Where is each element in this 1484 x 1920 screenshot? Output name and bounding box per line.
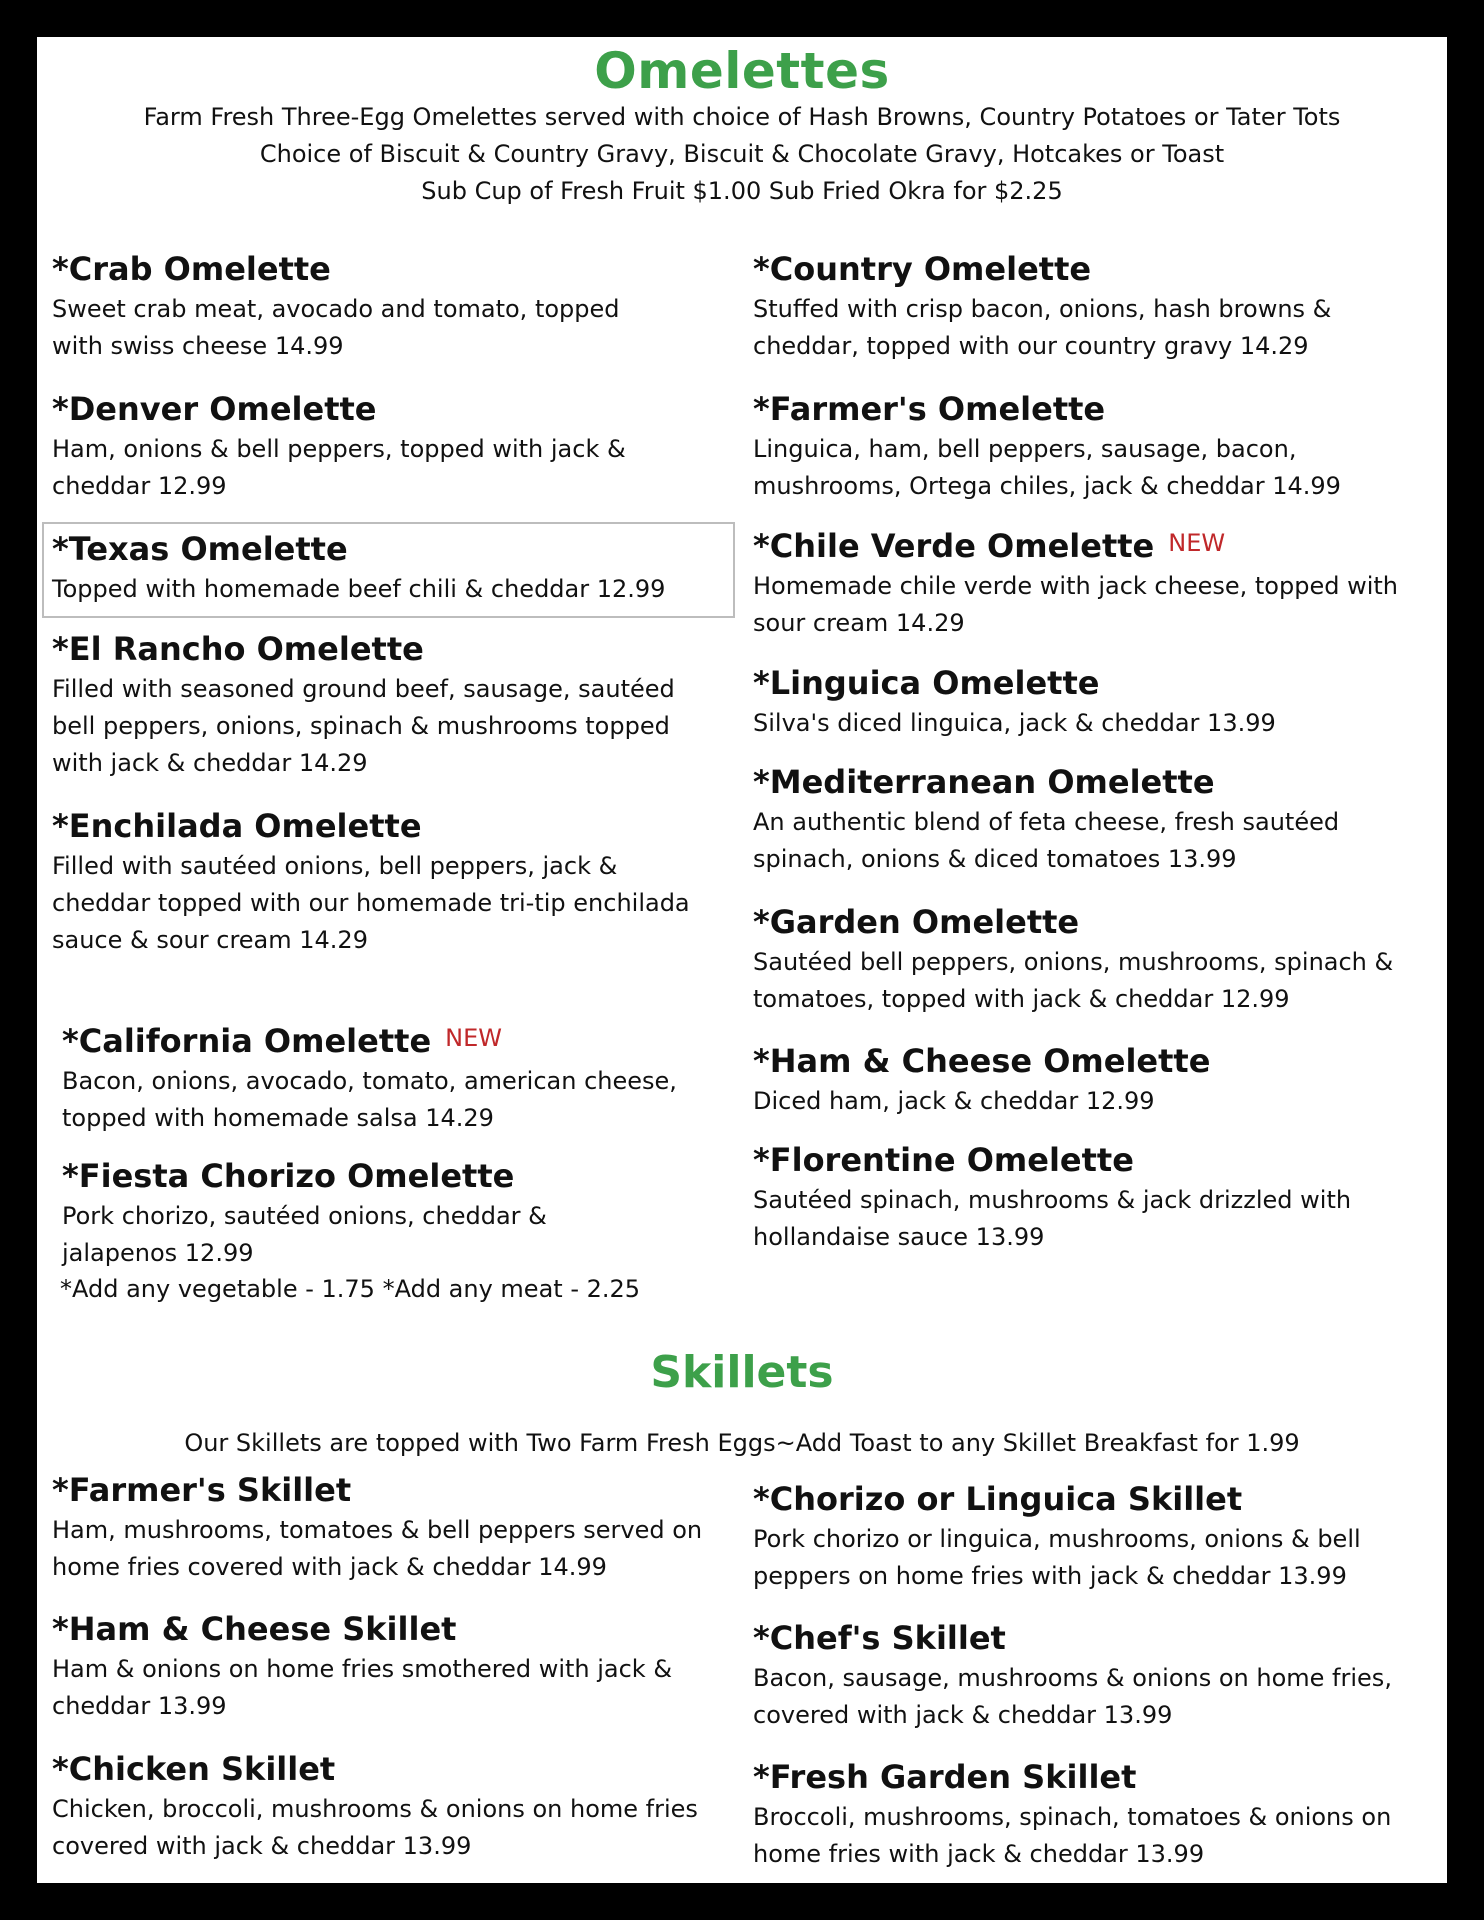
item-description-line: Pork chorizo, sautéed onions, cheddar & <box>62 1202 547 1230</box>
item-name: *Mediterranean Omelette <box>753 763 1215 801</box>
item-description-line: Diced ham, jack & cheddar 12.99 <box>753 1087 1155 1115</box>
item-description-line: hollandaise sauce 13.99 <box>753 1223 1045 1251</box>
item-description-line: cheddar topped with our homemade tri-tip enchilada <box>52 889 690 917</box>
item-description-line: peppers on home fries with jack & cheddar 13.99 <box>753 1562 1347 1590</box>
item-description-line: Sautéed spinach, mushrooms & jack drizzled with <box>753 1186 1352 1214</box>
item-description-line: Sweet crab meat, avocado and tomato, topped <box>52 295 620 323</box>
menu-item-denver-omelette <box>52 389 742 505</box>
item-name <box>753 523 1443 566</box>
item-description-line: mushrooms, Ortega chiles, jack & cheddar 14.99 <box>753 472 1341 500</box>
menu-item-ham-cheese-skillet <box>52 1609 742 1725</box>
item-description <box>753 1521 1443 1595</box>
menu-item-farmers-omelette <box>753 389 1443 505</box>
menu-item-mediterranean-omelette <box>753 762 1443 878</box>
item-description-line: Linguica, ham, bell peppers, sausage, bacon, <box>753 435 1297 463</box>
item-description-line: sour cream 14.29 <box>753 609 965 637</box>
item-description <box>753 291 1443 365</box>
skillets-intro: Our Skillets are topped with Two Farm Fresh Eggs~Add Toast to any Skillet Breakfast for 1.99 <box>184 1429 1300 1457</box>
menu-item-chile-verde-omelette <box>753 523 1443 642</box>
item-description-line: Homemade chile verde with jack cheese, topped with <box>753 572 1398 600</box>
menu-item-florentine-omelette <box>753 1140 1443 1256</box>
menu-item-california-omelette <box>62 1018 752 1137</box>
omelettes-intro-line: Sub Cup of Fresh Fruit $1.00 Sub Fried Okra for $2.25 <box>421 177 1063 205</box>
item-description <box>753 1182 1443 1256</box>
item-name: *Texas Omelette <box>52 530 348 568</box>
item-name: *Linguica Omelette <box>753 664 1100 702</box>
item-description <box>52 848 742 959</box>
item-description-line: Ham, mushrooms, tomatoes & bell peppers served on <box>52 1516 703 1544</box>
omelettes-intro-line: Choice of Biscuit & Country Gravy, Biscuit & Chocolate Gravy, Hotcakes or Toast <box>259 140 1225 168</box>
item-description <box>753 705 1443 742</box>
menu-item-chefs-skillet <box>753 1618 1443 1734</box>
item-description-line: home fries with jack & cheddar 13.99 <box>753 1840 1205 1868</box>
new-badge: NEW <box>445 1024 502 1052</box>
item-description-line: Ham & onions on home fries smothered with jack & <box>52 1655 673 1683</box>
item-name: *Chicken Skillet <box>52 1750 336 1788</box>
item-name: *Ham & Cheese Skillet <box>52 1610 457 1648</box>
item-description <box>52 1651 742 1725</box>
item-description-line: Silva's diced linguica, jack & cheddar 13.99 <box>753 709 1276 737</box>
item-name-text: *Chile Verde Omelette <box>753 527 1155 565</box>
item-description <box>753 944 1443 1018</box>
item-description-line: spinach, onions & diced tomatoes 13.99 <box>753 845 1237 873</box>
item-description-line: sauce & sour cream 14.29 <box>52 926 368 954</box>
item-description <box>753 1083 1443 1120</box>
item-description-line: Chicken, broccoli, mushrooms & onions on home fries <box>52 1795 698 1823</box>
item-name: *El Rancho Omelette <box>52 630 424 668</box>
item-description-line: Bacon, sausage, mushrooms & onions on home fries, <box>753 1664 1392 1692</box>
item-description <box>52 671 742 782</box>
menu-item-garden-omelette <box>753 902 1443 1018</box>
item-description-line: covered with jack & cheddar 13.99 <box>52 1832 472 1860</box>
menu-item-chicken-skillet <box>52 1749 742 1865</box>
menu-item-country-omelette <box>753 249 1443 365</box>
item-description-line: bell peppers, onions, spinach & mushrooms topped <box>52 712 670 740</box>
item-description-line: Bacon, onions, avocado, tomato, american cheese, <box>62 1067 677 1095</box>
menu-item-el-rancho-omelette <box>52 629 742 782</box>
item-description-line: An authentic blend of feta cheese, fresh sautéed <box>753 808 1340 836</box>
item-description-line: tomatoes, topped with jack & cheddar 12.99 <box>753 985 1290 1013</box>
menu-item-chorizo-linguica-skillet <box>753 1479 1443 1595</box>
item-name: *Chef's Skillet <box>753 1619 1006 1657</box>
menu-item-farmers-skillet <box>52 1470 742 1586</box>
item-description-line: cheddar 12.99 <box>52 472 227 500</box>
item-description-line: home fries covered with jack & cheddar 14.99 <box>52 1553 607 1581</box>
item-description-line: with jack & cheddar 14.29 <box>52 749 368 777</box>
item-description-line: Sautéed bell peppers, onions, mushrooms, spinach & <box>753 948 1394 976</box>
item-description-line: Broccoli, mushrooms, spinach, tomatoes & onions on <box>753 1803 1392 1831</box>
menu-item-linguica-omelette <box>753 663 1443 742</box>
item-name: *Denver Omelette <box>52 390 377 428</box>
item-description <box>52 1512 742 1586</box>
item-name: *Ham & Cheese Omelette <box>753 1042 1211 1080</box>
item-description-line: cheddar, topped with our country gravy 14.29 <box>753 332 1309 360</box>
menu-item-fresh-garden-skillet <box>753 1757 1443 1873</box>
item-name: *Crab Omelette <box>52 250 331 288</box>
item-description-line: Filled with seasoned ground beef, sausage, sautéed <box>52 675 675 703</box>
item-description-line: Topped with homemade beef chili & cheddar 12.99 <box>52 575 666 603</box>
item-description-line: covered with jack & cheddar 13.99 <box>753 1701 1173 1729</box>
menu-page <box>37 37 1447 1883</box>
item-description <box>753 1660 1443 1734</box>
menu-item-crab-omelette <box>52 249 742 365</box>
item-description <box>753 568 1443 642</box>
item-name: *Farmer's Omelette <box>753 390 1106 428</box>
item-description-line: Pork chorizo or linguica, mushrooms, onions & bell <box>753 1525 1361 1553</box>
item-description <box>52 291 742 365</box>
item-description-line: with swiss cheese 14.99 <box>52 332 344 360</box>
item-name: *Country Omelette <box>753 250 1092 288</box>
item-name: *Garden Omelette <box>753 903 1080 941</box>
item-description <box>52 1791 742 1865</box>
item-description <box>52 571 742 608</box>
item-name: *Chorizo or Linguica Skillet <box>753 1480 1243 1518</box>
item-description-line: cheddar 13.99 <box>52 1692 227 1720</box>
item-description <box>62 1063 752 1137</box>
item-description <box>62 1198 752 1272</box>
item-name: *Florentine Omelette <box>753 1141 1134 1179</box>
menu-item-enchilada-omelette <box>52 806 742 959</box>
item-description <box>753 431 1443 505</box>
skillets-title: Skillets <box>650 1347 834 1398</box>
item-description-line: topped with homemade salsa 14.29 <box>62 1104 494 1132</box>
item-name: *Enchilada Omelette <box>52 807 422 845</box>
omelettes-title: Omelettes <box>594 42 890 100</box>
item-name: *Fiesta Chorizo Omelette <box>62 1157 515 1195</box>
item-description-line: Stuffed with crisp bacon, onions, hash browns & <box>753 295 1332 323</box>
item-name <box>62 1018 752 1061</box>
menu-item-texas-omelette <box>52 529 742 608</box>
omelettes-intro-line: Farm Fresh Three-Egg Omelettes served with choice of Hash Browns, Country Potatoes or Tater Tots <box>143 103 1341 131</box>
menu-item-fiesta-chorizo-omelette <box>62 1156 752 1272</box>
omelettes-intro <box>37 99 1447 210</box>
new-badge: NEW <box>1168 529 1226 557</box>
menu-item-ham-cheese-omelette <box>753 1041 1443 1120</box>
item-name: *Farmer's Skillet <box>52 1471 352 1509</box>
item-description-line: jalapenos 12.99 <box>62 1239 254 1267</box>
item-description <box>753 1799 1443 1873</box>
item-description-line: Filled with sautéed onions, bell peppers, jack & <box>52 852 618 880</box>
item-description <box>753 804 1443 878</box>
item-description <box>52 431 742 505</box>
item-name-text: *California Omelette <box>62 1022 432 1060</box>
add-on-note: *Add any vegetable - 1.75 *Add any meat - 2.25 <box>60 1275 641 1303</box>
item-name: *Fresh Garden Skillet <box>753 1758 1137 1796</box>
item-description-line: Ham, onions & bell peppers, topped with jack & <box>52 435 626 463</box>
